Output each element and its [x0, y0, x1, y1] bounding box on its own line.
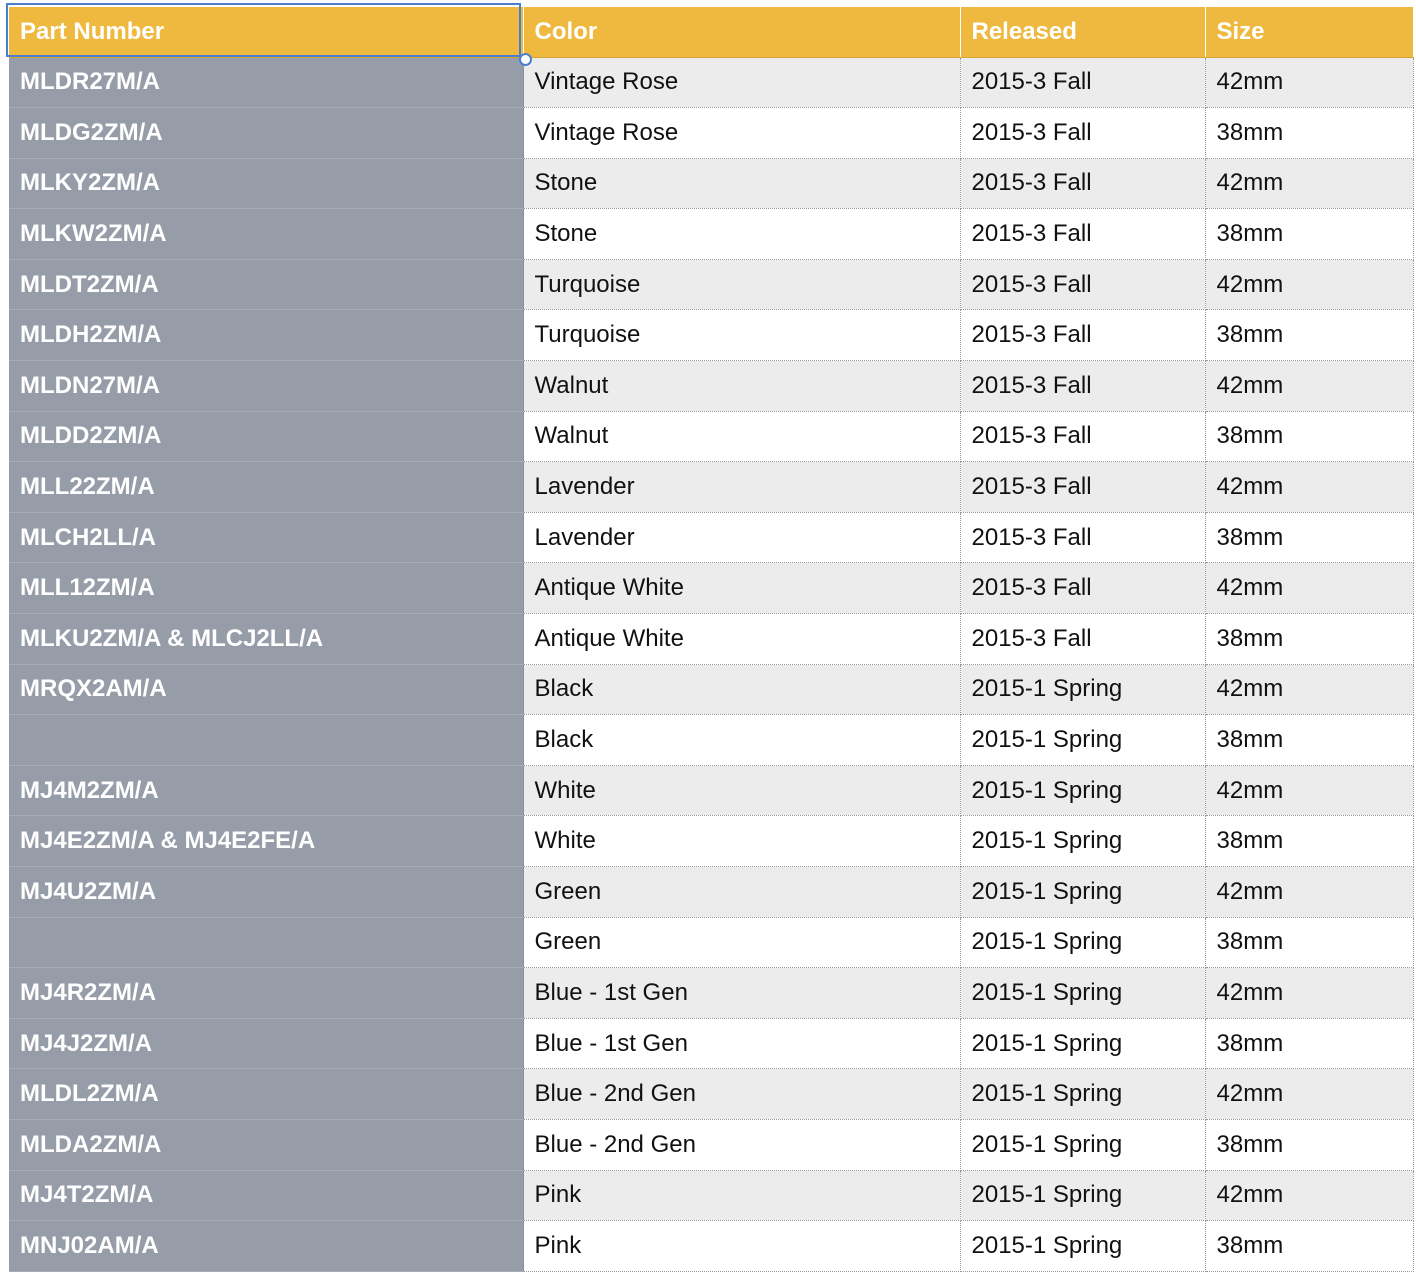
- table-row: [9, 867, 1413, 918]
- header-cell-size[interactable]: Size: [1205, 7, 1413, 57]
- released-cell[interactable]: 2015-1 Spring: [960, 1170, 1205, 1221]
- part-number-cell[interactable]: MLDT2ZM/A: [9, 259, 523, 310]
- released-cell[interactable]: 2015-1 Spring: [960, 715, 1205, 766]
- part-number-cell[interactable]: MJ4J2ZM/A: [9, 1018, 523, 1069]
- released-cell[interactable]: 2015-1 Spring: [960, 765, 1205, 816]
- table-row: [9, 1170, 1413, 1221]
- size-cell[interactable]: 38mm: [1205, 1018, 1413, 1069]
- size-cell[interactable]: 38mm: [1205, 614, 1413, 665]
- table-row: [9, 1221, 1413, 1272]
- table-row: [9, 411, 1413, 462]
- released-cell[interactable]: 2015-3 Fall: [960, 411, 1205, 462]
- part-number-cell[interactable]: MJ4R2ZM/A: [9, 968, 523, 1019]
- released-cell[interactable]: 2015-1 Spring: [960, 1119, 1205, 1170]
- header-cell-released[interactable]: Released: [960, 7, 1205, 57]
- parts-table: [9, 7, 1414, 1272]
- part-number-cell[interactable]: MLDD2ZM/A: [9, 411, 523, 462]
- size-cell[interactable]: 42mm: [1205, 563, 1413, 614]
- size-cell[interactable]: 42mm: [1205, 462, 1413, 513]
- part-number-cell[interactable]: MJ4U2ZM/A: [9, 867, 523, 918]
- color-cell[interactable]: Walnut: [523, 411, 960, 462]
- table-row: [9, 614, 1413, 665]
- size-cell[interactable]: 42mm: [1205, 765, 1413, 816]
- color-cell[interactable]: Green: [523, 867, 960, 918]
- size-cell[interactable]: 38mm: [1205, 1119, 1413, 1170]
- header-cell-part-number[interactable]: Part Number: [9, 7, 523, 57]
- selection-drag-handle[interactable]: [519, 53, 532, 66]
- part-number-cell[interactable]: MLCH2LL/A: [9, 512, 523, 563]
- part-number-cell[interactable]: MJ4E2ZM/A & MJ4E2FE/A: [9, 816, 523, 867]
- color-cell[interactable]: Blue - 1st Gen: [523, 1018, 960, 1069]
- released-cell[interactable]: 2015-1 Spring: [960, 917, 1205, 968]
- color-cell[interactable]: Turquoise: [523, 310, 960, 361]
- spreadsheet: [9, 7, 1413, 1272]
- size-cell[interactable]: 38mm: [1205, 512, 1413, 563]
- size-cell[interactable]: 42mm: [1205, 361, 1413, 412]
- part-number-cell[interactable]: MRQX2AM/A: [9, 664, 523, 715]
- released-cell[interactable]: 2015-1 Spring: [960, 867, 1205, 918]
- size-cell[interactable]: 42mm: [1205, 867, 1413, 918]
- table-row: [9, 1069, 1413, 1120]
- table-row: [9, 968, 1413, 1019]
- color-cell[interactable]: Stone: [523, 209, 960, 260]
- part-number-cell[interactable]: MJ4T2ZM/A: [9, 1170, 523, 1221]
- table-row: [9, 108, 1413, 159]
- size-cell[interactable]: 42mm: [1205, 57, 1413, 108]
- color-cell[interactable]: Vintage Rose: [523, 57, 960, 108]
- part-number-cell[interactable]: MLDL2ZM/A: [9, 1069, 523, 1120]
- table-row: [9, 462, 1413, 513]
- header-row: [9, 7, 1413, 57]
- table-row: [9, 563, 1413, 614]
- table-row: [9, 361, 1413, 412]
- table-row: [9, 917, 1413, 968]
- color-cell[interactable]: Lavender: [523, 512, 960, 563]
- color-cell[interactable]: Stone: [523, 158, 960, 209]
- color-cell[interactable]: Blue - 1st Gen: [523, 968, 960, 1019]
- part-number-cell[interactable]: [9, 917, 523, 968]
- part-number-cell[interactable]: MNJ02AM/A: [9, 1221, 523, 1272]
- part-number-cell[interactable]: MJ4M2ZM/A: [9, 765, 523, 816]
- table-row: [9, 512, 1413, 563]
- released-cell[interactable]: 2015-1 Spring: [960, 1069, 1205, 1120]
- released-cell[interactable]: 2015-1 Spring: [960, 1221, 1205, 1272]
- color-cell[interactable]: Blue - 2nd Gen: [523, 1069, 960, 1120]
- released-cell[interactable]: 2015-3 Fall: [960, 259, 1205, 310]
- size-cell[interactable]: 38mm: [1205, 816, 1413, 867]
- header-cell-color[interactable]: Color: [523, 7, 960, 57]
- part-number-cell[interactable]: MLKY2ZM/A: [9, 158, 523, 209]
- part-number-cell[interactable]: MLDH2ZM/A: [9, 310, 523, 361]
- part-number-cell[interactable]: MLL12ZM/A: [9, 563, 523, 614]
- released-cell[interactable]: 2015-3 Fall: [960, 158, 1205, 209]
- part-number-cell[interactable]: MLDR27M/A: [9, 57, 523, 108]
- released-cell[interactable]: 2015-3 Fall: [960, 310, 1205, 361]
- table-body: [9, 57, 1413, 1271]
- table-row: [9, 816, 1413, 867]
- released-cell[interactable]: 2015-3 Fall: [960, 108, 1205, 159]
- table-row: [9, 158, 1413, 209]
- part-number-cell[interactable]: MLKW2ZM/A: [9, 209, 523, 260]
- color-cell[interactable]: Antique White: [523, 563, 960, 614]
- size-cell[interactable]: 38mm: [1205, 310, 1413, 361]
- color-cell[interactable]: Lavender: [523, 462, 960, 513]
- table-row: [9, 715, 1413, 766]
- color-cell[interactable]: White: [523, 765, 960, 816]
- part-number-cell[interactable]: MLL22ZM/A: [9, 462, 523, 513]
- color-cell[interactable]: Black: [523, 715, 960, 766]
- part-number-cell[interactable]: MLDG2ZM/A: [9, 108, 523, 159]
- part-number-cell[interactable]: MLDN27M/A: [9, 361, 523, 412]
- released-cell[interactable]: 2015-3 Fall: [960, 563, 1205, 614]
- released-cell[interactable]: 2015-3 Fall: [960, 57, 1205, 108]
- table-row: [9, 259, 1413, 310]
- size-cell[interactable]: 38mm: [1205, 411, 1413, 462]
- size-cell[interactable]: 42mm: [1205, 1170, 1413, 1221]
- size-cell[interactable]: 38mm: [1205, 715, 1413, 766]
- table-row: [9, 1018, 1413, 1069]
- color-cell[interactable]: Antique White: [523, 614, 960, 665]
- color-cell[interactable]: Walnut: [523, 361, 960, 412]
- table-row: [9, 310, 1413, 361]
- size-cell[interactable]: 42mm: [1205, 158, 1413, 209]
- released-cell[interactable]: 2015-1 Spring: [960, 1018, 1205, 1069]
- released-cell[interactable]: 2015-3 Fall: [960, 614, 1205, 665]
- released-cell[interactable]: 2015-3 Fall: [960, 361, 1205, 412]
- released-cell[interactable]: 2015-1 Spring: [960, 664, 1205, 715]
- released-cell[interactable]: 2015-1 Spring: [960, 816, 1205, 867]
- table-row: [9, 57, 1413, 108]
- table-row: [9, 209, 1413, 260]
- part-number-cell[interactable]: [9, 715, 523, 766]
- size-cell[interactable]: 38mm: [1205, 917, 1413, 968]
- part-number-cell[interactable]: MLKU2ZM/A & MLCJ2LL/A: [9, 614, 523, 665]
- size-cell[interactable]: 38mm: [1205, 1221, 1413, 1272]
- color-cell[interactable]: Vintage Rose: [523, 108, 960, 159]
- part-number-cell[interactable]: MLDA2ZM/A: [9, 1119, 523, 1170]
- released-cell[interactable]: 2015-3 Fall: [960, 209, 1205, 260]
- table-row: [9, 664, 1413, 715]
- size-cell[interactable]: 42mm: [1205, 968, 1413, 1019]
- color-cell[interactable]: Turquoise: [523, 259, 960, 310]
- color-cell[interactable]: Pink: [523, 1221, 960, 1272]
- table-row: [9, 765, 1413, 816]
- color-cell[interactable]: Blue - 2nd Gen: [523, 1119, 960, 1170]
- size-cell[interactable]: 38mm: [1205, 108, 1413, 159]
- released-cell[interactable]: 2015-3 Fall: [960, 512, 1205, 563]
- color-cell[interactable]: Black: [523, 664, 960, 715]
- size-cell[interactable]: 42mm: [1205, 664, 1413, 715]
- released-cell[interactable]: 2015-1 Spring: [960, 968, 1205, 1019]
- size-cell[interactable]: 42mm: [1205, 1069, 1413, 1120]
- table-row: [9, 1119, 1413, 1170]
- released-cell[interactable]: 2015-3 Fall: [960, 462, 1205, 513]
- color-cell[interactable]: White: [523, 816, 960, 867]
- size-cell[interactable]: 42mm: [1205, 259, 1413, 310]
- color-cell[interactable]: Green: [523, 917, 960, 968]
- color-cell[interactable]: Pink: [523, 1170, 960, 1221]
- size-cell[interactable]: 38mm: [1205, 209, 1413, 260]
